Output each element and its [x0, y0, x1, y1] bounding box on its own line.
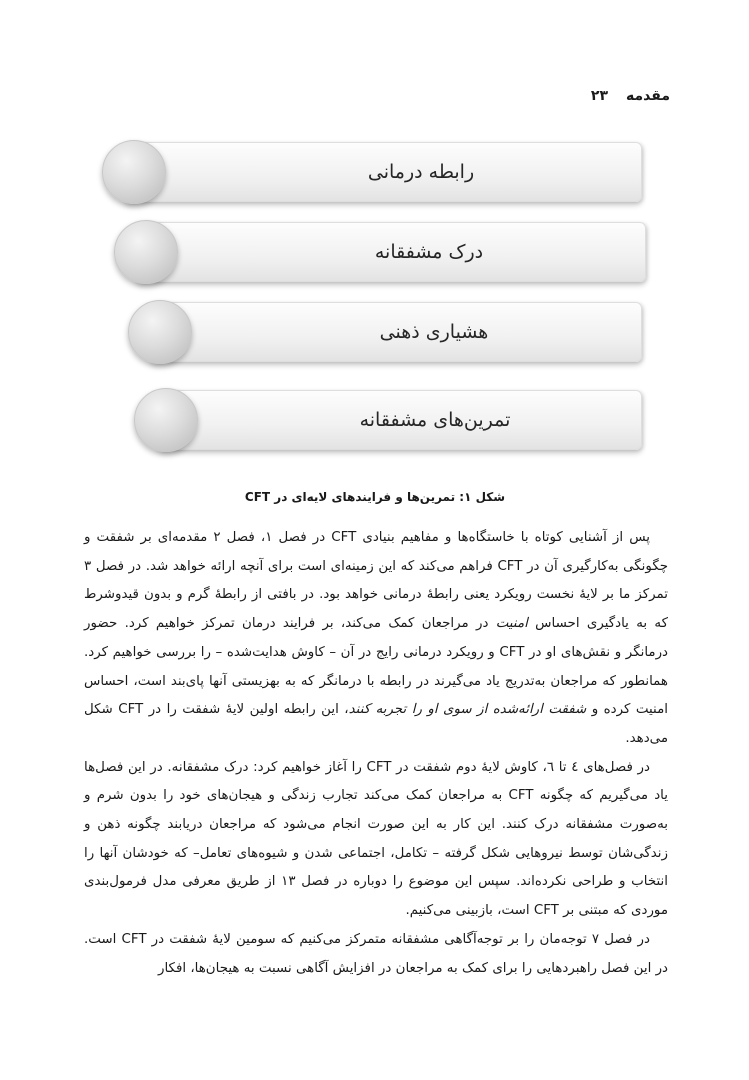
layer-label: هشیاری ذهنی: [379, 321, 489, 343]
layer-circle: [102, 140, 166, 204]
layer-circle: [128, 300, 192, 364]
layer-circle: [134, 388, 198, 452]
text-run: در مراجعان کمک می‌کند، بر فرایند درمان تمرکز خواهیم کرد. حضور درمانگر و نقش‌های او در CFT و رویکرد درمانی رایج در آن – کاوش هدایت‌شده – را بررسی خواهیم کرد. همانطور که مراجعان به‌تدریج یاد می‌گیرند در رابطه با درمانگر که به بهزیستی آنها پای‌بند است، احساس امنیت کرده و: [84, 616, 668, 718]
italic-term: امنیت: [495, 616, 528, 632]
layer-compassionate-practices: [158, 390, 642, 450]
text-run: پس از آشنایی کوتاه با خاستگاه‌ها و مفاهیم بنیادی CFT در فصل ۱، فصل ۲ مقدمه‌ای بر شفقت و چگونگی به‌کارگیری آن در CFT فراهم می‌کند که این زمینه‌ای است برای آنچه ارائه خواهد شد. در فصل ۳ تمرکز ما بر لایهٔ نخست رویکرد یعنی رابطهٔ درمانی خواهد بود. در بافتی از رابطهٔ گرم و بدون قیدوشرط که به یادگیری احساس: [84, 530, 669, 632]
chapter-title: مقدمه: [626, 88, 670, 104]
text-run: ، این رابطه اولین لایهٔ شفقت را در CFT شکل می‌دهد.: [84, 702, 668, 746]
layer-label: تمرین‌های مشفقانه: [359, 409, 511, 431]
layer-compassionate-understanding: [136, 222, 646, 282]
layer-therapeutic-relationship: [124, 142, 642, 202]
italic-phrase: شفقت ارائه‌شده از سوی او را تجربه کنند: [348, 702, 587, 718]
layer-circle: [114, 220, 178, 284]
layers-diagram: [0, 0, 749, 480]
paragraph: در فصل‌های ٤ تا ٦، کاوش لایهٔ دوم شفقت در CFT را آغاز خواهیم کرد: درک مشفقانه. در این فصل‌ها یاد می‌گیریم که چگونه CFT به مراجعان کمک می‌کند تجارب زندگی و هیجان‌های خود را بدون شرم و به‌صورت مشفقانه درک کنند. این کار به این صورت انجام می‌شود که مراجعان دریابند چگونه ذهن و زندگی‌شان توسط نیروهایی شکل گرفته – تکامل، اجتماعی شدن و شیوه‌های تعامل– که خودشان آنها را انتخاب و طراحی نکرده‌اند. سپس این موضوع را دوباره در فصل ۱۳ از طریق معرفی مدل فرمول‌بندی موردی که مبتنی بر CFT است، بازبینی می‌کنیم.: [84, 759, 668, 919]
layer-label: رابطه درمانی: [367, 161, 475, 183]
layer-mindfulness: [150, 302, 642, 362]
paragraph: در فصل ۷ توجه‌مان را بر توجه‌آگاهی مشفقانه متمرکز می‌کنیم که سومین لایهٔ شفقت در CFT است. در این فصل راهبردهایی را برای کمک به مراجعان در افزایش آگاهی نسبت به هیجان‌ها، افکار: [84, 931, 668, 976]
body-text: [84, 524, 668, 983]
figure-caption: شکل ۱: تمرین‌ها و فرایندهای لایه‌ای در CFT: [244, 490, 506, 504]
paragraph: [84, 524, 668, 754]
layer-label: درک مشفقانه: [374, 241, 484, 263]
page-number: ۲۳: [590, 88, 608, 104]
